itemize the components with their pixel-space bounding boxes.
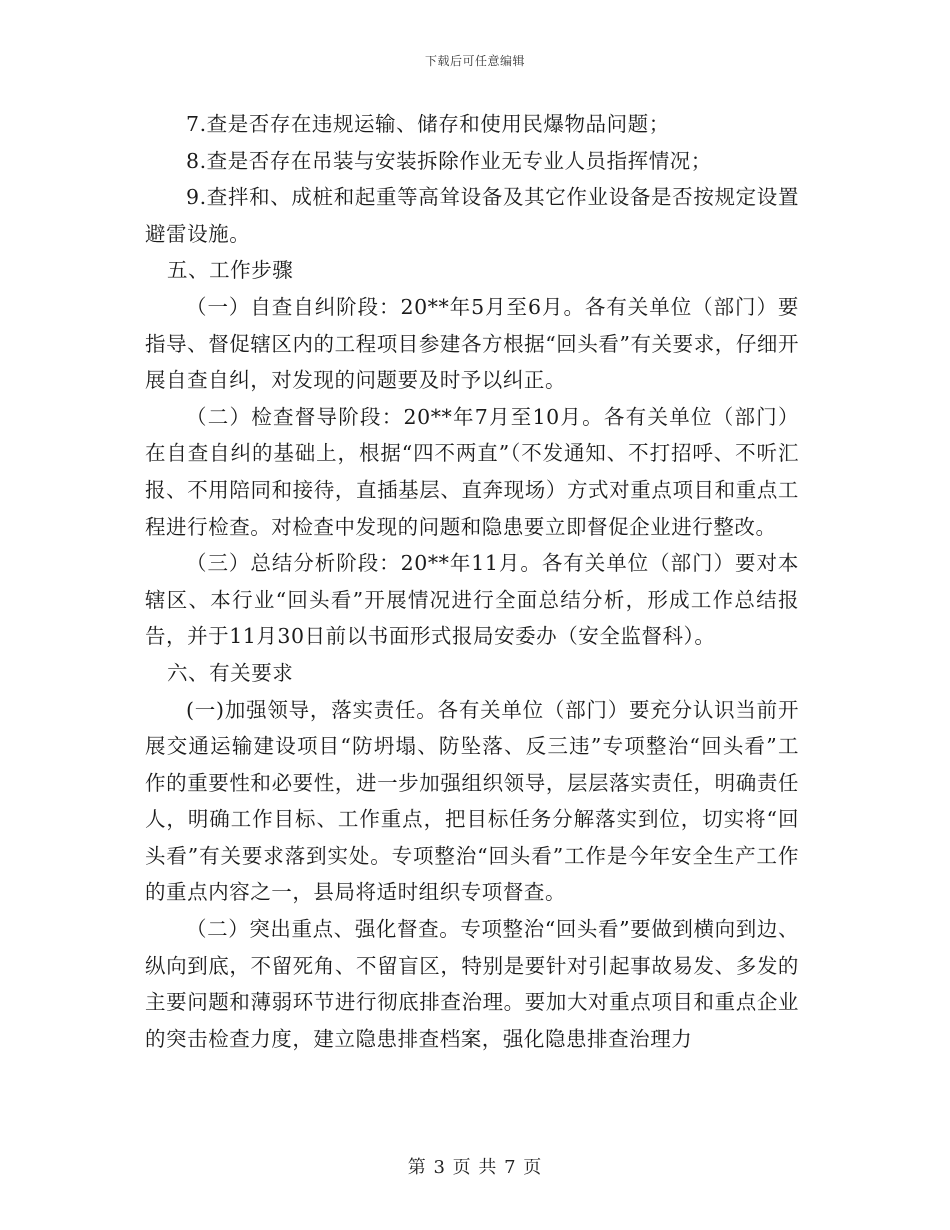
paragraph-summary-phase: （三）总结分析阶段：20**年11月。各有关单位（部门）要对本辖区、本行业“回头看”开展情况进行全面总结分析，形成工作总结报告，并于11月30日前以书面形式报局安委办（安全监督科）。 — [145, 551, 799, 649]
document-body — [145, 106, 799, 1057]
section-heading-requirements: 六、有关要求 — [167, 660, 294, 685]
page-header: 下载后可任意编辑 — [424, 54, 525, 68]
section-heading-work-steps: 五、工作步骤 — [167, 258, 294, 283]
paragraph-item-9: 9.查拌和、成桩和起重等高耸设备及其它作业设备是否按规定设置避雷设施。 — [145, 185, 799, 246]
paragraph-inspection-phase: （二）检查督导阶段：20**年7月至10月。各有关单位（部门）在自查自纠的基础上，根据“四不两直”（不发通知、不打招呼、不听汇报、不用陪同和接待，直插基层、直奔现场）方式对重点项目和重点工程进行检查。对检查中发现的问题和隐患要立即督促企业进行整改。 — [145, 404, 799, 539]
paragraph-self-check-phase: （一）自查自纠阶段：20**年5月至6月。各有关单位（部门）要指导、督促辖区内的工程项目参建各方根据“回头看”有关要求，仔细开展自查自纠，对发现的问题要及时予以纠正。 — [145, 294, 799, 393]
paragraph-focus-supervision: （二）突出重点、强化督查。专项整治“回头看”要做到横向到边、纵向到底，不留死角、不留盲区，特别是要针对引起事故易发、多发的主要问题和薄弱环节进行彻底排查治理。要加大对重点项目和重点企业的突击检查力度，建立隐患排查档案，强化隐患排查治理力 — [145, 917, 799, 1051]
page-number-footer: 第 3 页 共 7 页 — [407, 1157, 543, 1178]
paragraph-item-8: 8.查是否存在吊装与安装拆除作业无专业人员指挥情况； — [186, 148, 712, 173]
paragraph-item-7: 7.查是否存在违规运输、储存和使用民爆物品问题； — [186, 112, 670, 136]
paragraph-leadership-responsibility: (一)加强领导，落实责任。各有关单位（部门）要充分认识当前开展交通运输建设项目“防坍塌、防坠落、反三违”专项整治“回头看”工作的重要性和必要性，进一步加强组织领导，层层落实责任，明确责任人，明确工作目标、工作重点，把目标任务分解落实到位，切实将“回头看”有关要求落到实处。专项整治“回头看”工作是今年安全生产工作的重点内容之一，县局将适时组织专项督查。 — [145, 697, 799, 905]
